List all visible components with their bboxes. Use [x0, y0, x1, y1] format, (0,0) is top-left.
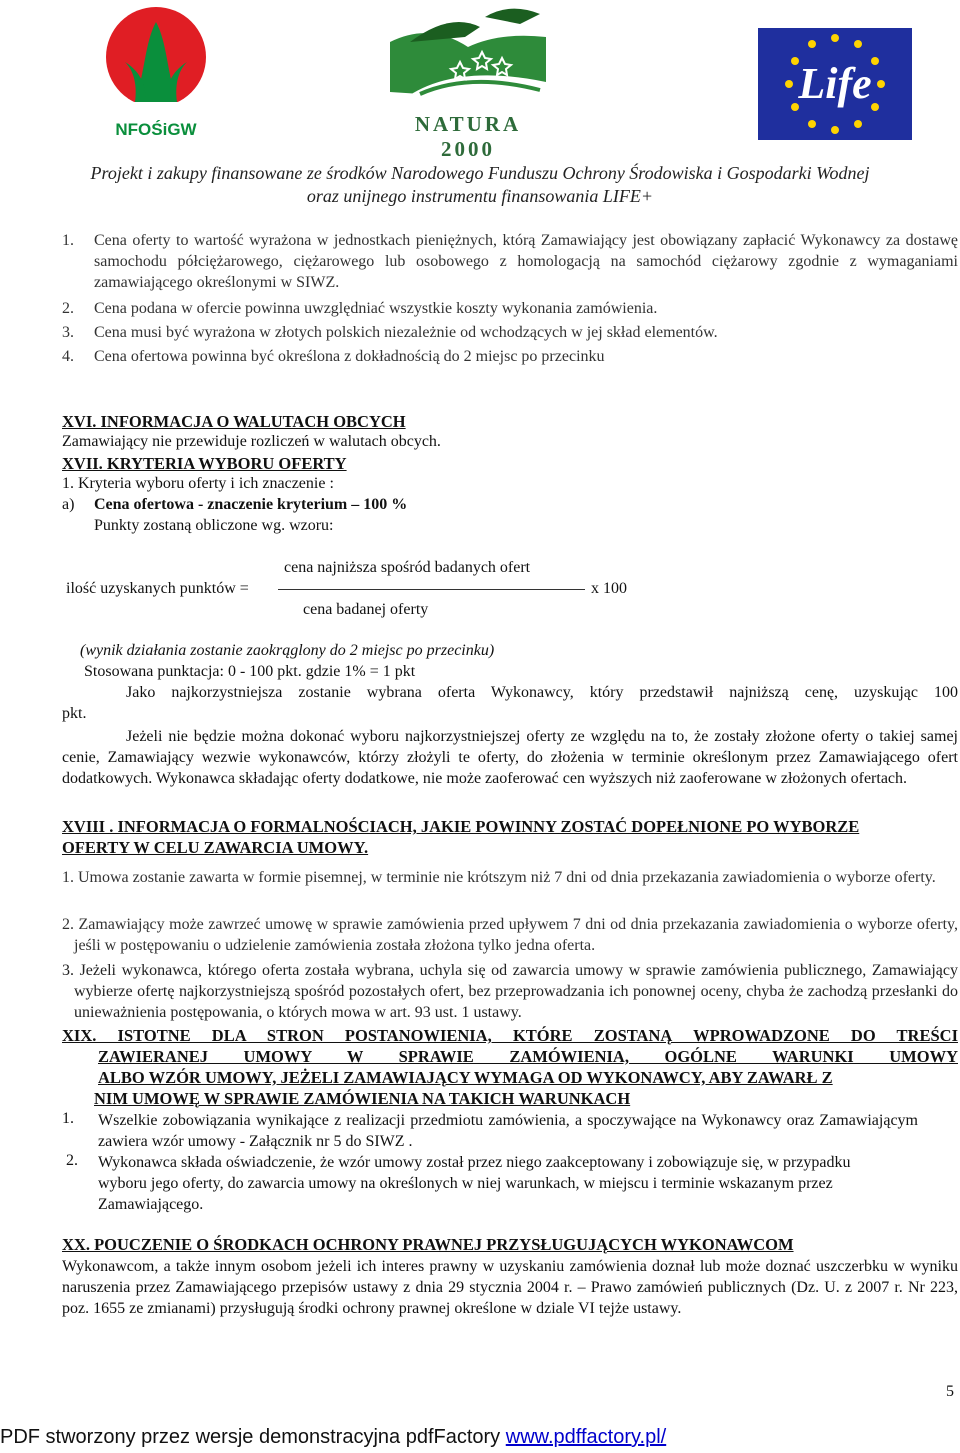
selection-paragraph-rest: pkt.: [62, 705, 87, 722]
price-item-1: [62, 230, 958, 293]
xix-item-2-text: Wykonawca składa oświadczenie, że wzór umowy został przez niego zaakceptowany i zobowiązuje się, w przypadku wyboru jego oferty, do zawarcia umowy na określonych w niej warunkach, w miejscu i terminie wskazanym przez Zamawiającego.: [98, 1154, 851, 1213]
criteria-a-label: a): [62, 496, 75, 513]
project-header-line-1: Projekt i zakupy finansowane ze środków Narodowego Funduszu Ochrony Środowiska i Gospodarki Wodnej: [90, 163, 870, 183]
footer-link[interactable]: www.pdffactory.pl/: [505, 1426, 667, 1448]
section-xx-heading: XX. POUCZENIE O ŚRODKACH OCHRONY PRAWNEJ PRZYSŁUGUJĄCYCH WYKONAWCOM: [62, 1235, 794, 1254]
footer-text: PDF stworzony przez wersje demonstracyjna pdfFactory: [0, 1426, 501, 1448]
section-xviii-heading-line-2: OFERTY W CELU ZAWARCIA UMOWY.: [62, 838, 369, 857]
section-xx-text: Wykonawcom, a także innym osobom jeżeli ich interes prawny w uzyskaniu zamówienia doznał lub może doznać uszczerbku w wyniku naruszenia przez Zamawiającego przepisów ustawy z dnia 29 stycznia 2004 r. – Prawo zamówień publicznych (Dz. U. z 2007 r. Nr 223, poz. 1655 ze zmianami) przysługują środki ochrony prawnej określone w dziale VI tejże ustawy.: [62, 1258, 958, 1317]
formula-fraction-bar: [278, 589, 585, 590]
section-xix-heading-line-2: ZAWIERANEJ UMOWY W SPRAWIE ZAMÓWIENIA, OGÓLNE WARUNKI UMOWY: [98, 1047, 958, 1066]
life-logo-text: Life: [798, 59, 872, 108]
section-xvii-heading: XVII. KRYTERIA WYBORU OFERTY: [62, 454, 347, 473]
criteria-intro: 1. Kryteria wyboru oferty i ich znaczenie :: [62, 475, 334, 492]
project-header-line-2: oraz unijnego instrumentu finansowania LIFE+: [306, 186, 654, 206]
pdffactory-footer: [0, 1426, 960, 1449]
item-text: Cena ofertowa powinna być określona z dokładnością do 2 miejsc po przecinku: [94, 348, 605, 365]
item-text: Cena podana w ofercie powinna uwzględniać wszystkie koszty wykonania zamówienia.: [94, 300, 658, 317]
selection-paragraph-first-line: Jako najkorzystniejsza zostanie wybrana oferta Wykonawcy, który przedstawił najniższą cenę, uzyskując 100: [126, 684, 958, 701]
tie-break-paragraph: Jeżeli nie będzie można dokonać wyboru najkorzystniejszej oferty ze względu na to, że zostały złożone oferty o takiej samej cenie, Zamawiający wezwie wykonawców, którzy złożyli te oferty, do złożenia w terminie określonym przez Zamawiającego ofert dodatkowych. Wykonawca składając oferty dodatkowe, nie może zaoferować cen wyższych niż zaoferowane w złożonych ofertach.: [62, 728, 958, 787]
formula-multiplier: x 100: [591, 580, 627, 597]
item-number: 4.: [62, 348, 74, 365]
xviii-item-1: 1. Umowa zostanie zawarta w formie pisemnej, w terminie nie krótszym niż 7 dni od dnia przekazania zawiadomienia o wyborze oferty.: [62, 869, 936, 886]
points-formula-intro: Punkty zostaną obliczone wg. wzoru:: [94, 517, 334, 534]
criteria-a-text: Cena ofertowa - znaczenie kryterium – 100 %: [94, 496, 408, 513]
scoring-scale: Stosowana punktacja: 0 - 100 pkt. gdzie 1% = 1 pkt: [84, 663, 416, 680]
logo-bar: [0, 0, 960, 161]
formula-numerator: cena najniższa spośród badanych ofert: [284, 559, 531, 576]
xix-item-1-text: Wszelkie zobowiązania wynikające z realizacji przedmiotu zamówienia, a spoczywające na Wykonawcy oraz Zamawiającym zawiera wzór umowy - Załącznik nr 5 do SIWZ .: [98, 1112, 918, 1150]
section-xvi-text: Zamawiający nie przewiduje rozliczeń w walutach obcych.: [62, 433, 441, 450]
section-xix-heading-line-3: ALBO WZÓR UMOWY, JEŻELI ZAMAWIAJĄCY WYMAGA OD WYKONAWCY, ABY ZAWARŁ Z: [98, 1068, 833, 1087]
item-number: 1.: [62, 232, 74, 249]
nfosigw-logo-text: NFOŚiGW: [115, 120, 197, 139]
item-number: 3.: [62, 324, 74, 341]
price-item-4: [62, 346, 958, 367]
section-xviii-heading-line-1: XVIII . INFORMACJA O FORMALNOŚCIACH, JAKIE POWINNY ZOSTAĆ DOPEŁNIONE PO WYBORZE: [62, 817, 860, 836]
life-logo: [758, 28, 912, 140]
item-number: 2.: [62, 300, 74, 317]
xviii-item-2: 2. Zamawiający może zawrzeć umowę w sprawie zamówienia przed upływem 7 dni od dnia przekazania zawiadomienia o wyborze oferty, jeśli w postępowaniu o udzielenie zamówienia została złożona tylko jedna oferta.: [62, 916, 958, 954]
xviii-item-3: 3. Jeżeli wykonawca, którego oferta została wybrana, uchyla się od zawarcia umowy w sprawie zamówienia publicznego, Zamawiający wybierze ofertę najkorzystniejszą spośród pozostałych ofert, bez przeprowadzania ich ponownej oceny, chyba że zachodzą przesłanki do unieważnienia postępowania, o których mowa w art. 93 ust. 1 ustawy.: [62, 962, 958, 1021]
section-xvi-heading: XVI. INFORMACJA O WALUTACH OBCYCH: [62, 412, 406, 431]
formula-denominator: cena badanej oferty: [303, 601, 429, 618]
xix-item-2-number: 2.: [66, 1152, 78, 1169]
price-item-2: [62, 298, 958, 319]
item-text: Cena musi być wyrażona w złotych polskich niezależnie od wchodzących w jej skład elementów.: [94, 324, 718, 341]
page-number: 5: [946, 1383, 954, 1400]
section-xix-heading-line-4: NIM UMOWĘ W SPRAWIE ZAMÓWIENIA NA TAKICH WARUNKACH: [94, 1089, 631, 1108]
natura-2000-logo-text: NATURA 2000: [414, 112, 522, 161]
xix-item-1-number: 1.: [62, 1110, 74, 1127]
natura-2000-logo: [390, 2, 546, 161]
formula-lhs: ilość uzyskanych punktów =: [66, 580, 249, 597]
price-item-3: [62, 322, 958, 343]
item-text: Cena oferty to wartość wyrażona w jednostkach pieniężnych, którą Zamawiający jest obowiązany zapłacić Wykonawcy za dostawę samochodu półciężarowego, ciężarowego lub osobowego z homologacją na samochód ciężarowy zgodnie z wymaganiami zamawiającego określonymi w SIWZ.: [94, 232, 958, 291]
nfosigw-logo: [105, 2, 207, 140]
section-xix-heading-line-1: XIX. ISTOTNE DLA STRON POSTANOWIENIA, KTÓRE ZOSTANĄ WPROWADZONE DO TREŚCI: [62, 1026, 958, 1045]
rounding-note: (wynik działania zostanie zaokrąglony do 2 miejsc po przecinku): [80, 642, 495, 659]
